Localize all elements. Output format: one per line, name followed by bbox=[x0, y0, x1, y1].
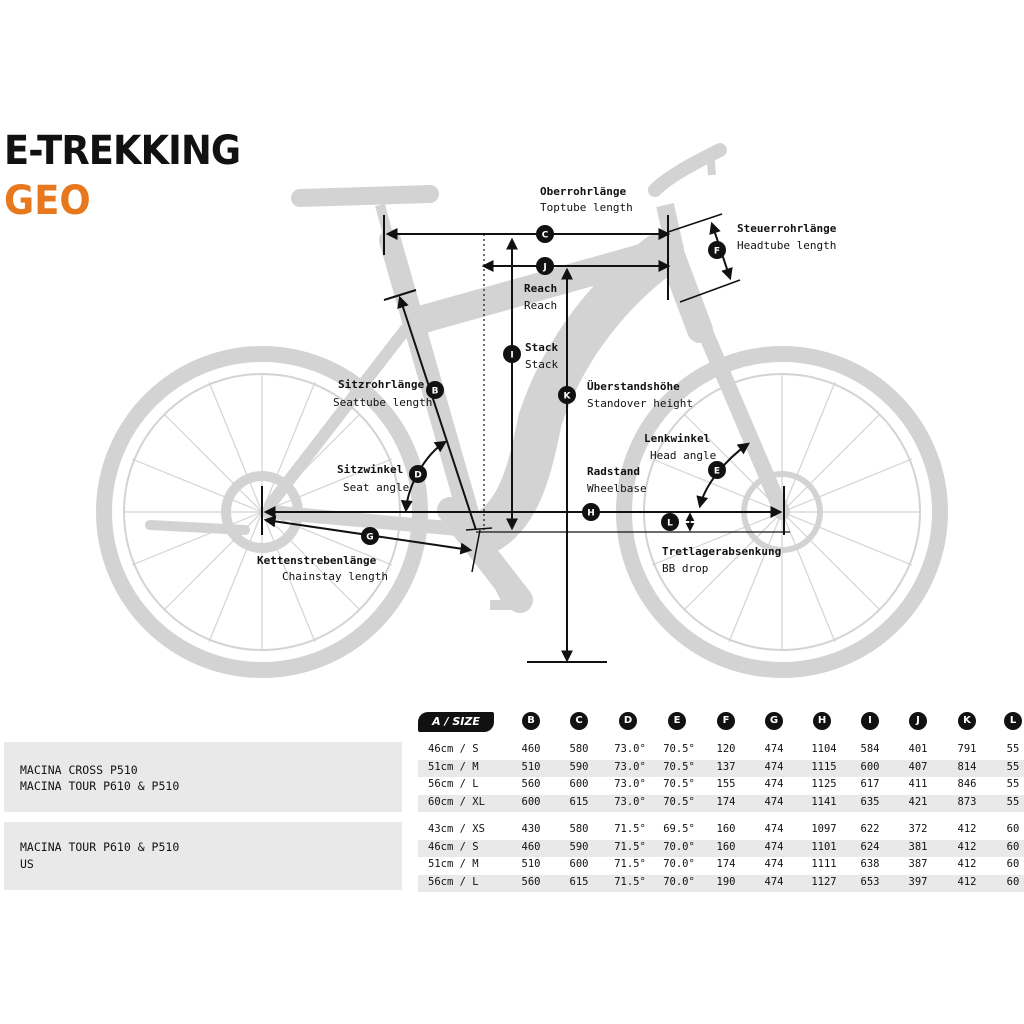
size-cell: 56cm / L bbox=[428, 875, 479, 888]
value-cell-e: 69.5° bbox=[663, 823, 695, 835]
value-cell-f: 160 bbox=[716, 840, 736, 853]
value-cell-c: 580 bbox=[569, 823, 589, 835]
value-cell-c: 615 bbox=[569, 875, 589, 888]
value-cell-c: 590 bbox=[569, 760, 589, 773]
model-name: US bbox=[20, 857, 34, 871]
value-cell-l: 60 bbox=[1006, 823, 1020, 835]
value-cell-i: 638 bbox=[860, 858, 880, 870]
geometry-table-header bbox=[418, 712, 1024, 734]
value-cell-f: 155 bbox=[716, 778, 736, 790]
value-cell-g: 474 bbox=[764, 875, 784, 888]
value-cell-e: 70.0° bbox=[663, 875, 695, 888]
table-row bbox=[418, 742, 1024, 759]
value-cell-h: 1111 bbox=[811, 858, 837, 870]
badge-j bbox=[536, 257, 554, 275]
value-cell-l: 60 bbox=[1006, 875, 1020, 888]
label-f-en: Headtube length bbox=[737, 239, 837, 252]
label-j-en: Reach bbox=[524, 299, 558, 312]
table-row bbox=[418, 795, 1024, 812]
value-cell-j: 387 bbox=[908, 858, 928, 870]
value-cell-d: 71.5° bbox=[614, 823, 646, 835]
value-cell-b: 460 bbox=[521, 743, 541, 755]
size-cell: 43cm / XS bbox=[428, 823, 485, 835]
value-cell-c: 590 bbox=[569, 840, 589, 853]
badge-f bbox=[708, 241, 726, 259]
size-cell: 51cm / M bbox=[428, 858, 479, 870]
label-b-de: Sitzrohrlänge bbox=[338, 378, 425, 391]
value-cell-e: 70.5° bbox=[663, 778, 695, 790]
value-cell-b: 560 bbox=[521, 778, 541, 790]
size-column-header: A / SIZE bbox=[418, 712, 494, 732]
table-row bbox=[418, 857, 1024, 874]
svg-text:E: E bbox=[713, 466, 721, 477]
model-name: MACINA CROSS P510 bbox=[20, 763, 138, 777]
col-header-f: F bbox=[717, 712, 735, 730]
col-header-i: I bbox=[861, 712, 879, 730]
value-cell-g: 474 bbox=[764, 760, 784, 773]
value-cell-b: 510 bbox=[521, 760, 541, 773]
label-f-de: Steuerrohrlänge bbox=[737, 222, 837, 235]
value-cell-k: 412 bbox=[957, 875, 977, 888]
value-cell-k: 412 bbox=[957, 823, 977, 835]
value-cell-j: 381 bbox=[908, 840, 928, 853]
value-cell-k: 814 bbox=[957, 760, 977, 773]
value-cell-h: 1097 bbox=[811, 823, 837, 835]
value-cell-b: 560 bbox=[521, 875, 541, 888]
value-cell-f: 174 bbox=[716, 858, 736, 870]
label-k-de: Überstandshöhe bbox=[587, 380, 680, 393]
value-cell-l: 55 bbox=[1006, 760, 1020, 773]
value-cell-k: 873 bbox=[957, 795, 977, 808]
label-g-de: Kettenstrebenlänge bbox=[257, 554, 377, 567]
size-cell: 56cm / L bbox=[428, 778, 479, 790]
value-cell-k: 791 bbox=[957, 743, 977, 755]
value-cell-j: 397 bbox=[908, 875, 928, 888]
svg-text:K: K bbox=[563, 391, 571, 402]
value-cell-c: 600 bbox=[569, 858, 589, 870]
col-header-b: B bbox=[522, 712, 540, 730]
value-cell-d: 73.0° bbox=[614, 778, 646, 790]
model-group-1 bbox=[4, 742, 402, 812]
model-group-2 bbox=[4, 822, 402, 890]
col-header-g: G bbox=[765, 712, 783, 730]
badge-l bbox=[661, 513, 679, 531]
label-l-en: BB drop bbox=[662, 562, 709, 575]
label-h-de: Radstand bbox=[587, 465, 640, 478]
col-header-l: L bbox=[1004, 712, 1022, 730]
value-cell-j: 411 bbox=[908, 778, 928, 790]
col-header-d: D bbox=[619, 712, 637, 730]
value-cell-l: 60 bbox=[1006, 858, 1020, 870]
value-cell-b: 600 bbox=[521, 795, 541, 808]
svg-text:H: H bbox=[587, 508, 595, 519]
col-header-j: J bbox=[909, 712, 927, 730]
value-cell-l: 60 bbox=[1006, 840, 1020, 853]
value-cell-j: 407 bbox=[908, 760, 928, 773]
value-cell-b: 460 bbox=[521, 840, 541, 853]
value-cell-c: 600 bbox=[569, 778, 589, 790]
value-cell-h: 1101 bbox=[811, 840, 837, 853]
value-cell-i: 584 bbox=[860, 743, 880, 755]
value-cell-f: 120 bbox=[716, 743, 736, 755]
value-cell-i: 624 bbox=[860, 840, 880, 853]
value-cell-e: 70.0° bbox=[663, 840, 695, 853]
value-cell-h: 1141 bbox=[811, 795, 837, 808]
value-cell-e: 70.0° bbox=[663, 858, 695, 870]
table-row bbox=[418, 777, 1024, 794]
svg-text:D: D bbox=[414, 470, 422, 481]
value-cell-j: 401 bbox=[908, 743, 928, 755]
value-cell-g: 474 bbox=[764, 858, 784, 870]
value-cell-d: 73.0° bbox=[614, 743, 646, 755]
value-cell-d: 73.0° bbox=[614, 760, 646, 773]
value-cell-h: 1127 bbox=[811, 875, 837, 888]
svg-text:B: B bbox=[431, 386, 439, 397]
value-cell-d: 71.5° bbox=[614, 858, 646, 870]
value-cell-j: 421 bbox=[908, 795, 928, 808]
value-cell-e: 70.5° bbox=[663, 760, 695, 773]
value-cell-j: 372 bbox=[908, 823, 928, 835]
value-cell-i: 600 bbox=[860, 760, 880, 773]
size-cell: 46cm / S bbox=[428, 743, 479, 755]
value-cell-i: 617 bbox=[860, 778, 880, 790]
value-cell-b: 510 bbox=[521, 858, 541, 870]
value-cell-i: 635 bbox=[860, 795, 880, 808]
badge-d bbox=[409, 465, 427, 483]
value-cell-b: 430 bbox=[521, 823, 541, 835]
badge-h bbox=[582, 503, 600, 521]
page-subtitle: GEO bbox=[4, 178, 91, 224]
col-header-h: H bbox=[813, 712, 831, 730]
label-c-en: Toptube length bbox=[540, 201, 633, 214]
model-name: MACINA TOUR P610 & P510 bbox=[20, 840, 180, 854]
value-cell-g: 474 bbox=[764, 795, 784, 808]
label-g-en: Chainstay length bbox=[282, 570, 388, 583]
value-cell-g: 474 bbox=[764, 840, 784, 853]
svg-text:G: G bbox=[366, 532, 374, 543]
svg-text:J: J bbox=[543, 262, 547, 273]
svg-text:L: L bbox=[667, 518, 673, 529]
label-d-en: Seat angle bbox=[343, 481, 410, 494]
label-e-en: Head angle bbox=[650, 449, 717, 462]
svg-text:C: C bbox=[541, 230, 549, 241]
label-i-de: Stack bbox=[525, 341, 559, 354]
table-row bbox=[418, 822, 1024, 839]
value-cell-g: 474 bbox=[764, 778, 784, 790]
col-header-k: K bbox=[958, 712, 976, 730]
value-cell-i: 622 bbox=[860, 823, 880, 835]
badge-g bbox=[361, 527, 379, 545]
badge-i bbox=[503, 345, 521, 363]
value-cell-f: 174 bbox=[716, 795, 736, 808]
svg-text:F: F bbox=[713, 246, 721, 257]
value-cell-l: 55 bbox=[1006, 743, 1020, 755]
value-cell-c: 615 bbox=[569, 795, 589, 808]
value-cell-h: 1125 bbox=[811, 778, 837, 790]
label-j-de: Reach bbox=[524, 282, 558, 295]
label-c-de: Oberrohrlänge bbox=[540, 185, 627, 198]
value-cell-d: 71.5° bbox=[614, 875, 646, 888]
value-cell-f: 160 bbox=[716, 823, 736, 835]
label-d-de: Sitzwinkel bbox=[337, 463, 404, 476]
value-cell-f: 190 bbox=[716, 875, 736, 888]
table-row bbox=[418, 760, 1024, 777]
table-row bbox=[418, 840, 1024, 857]
model-name: MACINA TOUR P610 & P510 bbox=[20, 779, 180, 793]
value-cell-d: 71.5° bbox=[614, 840, 646, 853]
value-cell-k: 412 bbox=[957, 840, 977, 853]
size-cell: 46cm / S bbox=[428, 840, 479, 853]
page-title: E-TREKKING bbox=[4, 128, 241, 174]
value-cell-h: 1115 bbox=[811, 760, 837, 773]
value-cell-f: 137 bbox=[716, 760, 736, 773]
value-cell-g: 474 bbox=[764, 743, 784, 755]
table-row bbox=[418, 875, 1024, 892]
value-cell-g: 474 bbox=[764, 823, 784, 835]
value-cell-l: 55 bbox=[1006, 795, 1020, 808]
label-k-en: Standover height bbox=[587, 397, 693, 410]
value-cell-c: 580 bbox=[569, 743, 589, 755]
label-l-de: Tretlagerabsenkung bbox=[662, 545, 782, 558]
value-cell-d: 73.0° bbox=[614, 795, 646, 808]
value-cell-e: 70.5° bbox=[663, 795, 695, 808]
badge-e bbox=[708, 461, 726, 479]
value-cell-h: 1104 bbox=[811, 743, 837, 755]
size-cell: 60cm / XL bbox=[428, 795, 485, 808]
badge-c bbox=[536, 225, 554, 243]
value-cell-k: 846 bbox=[957, 778, 977, 790]
label-i-en: Stack bbox=[525, 358, 559, 371]
size-cell: 51cm / M bbox=[428, 760, 479, 773]
value-cell-i: 653 bbox=[860, 875, 880, 888]
value-cell-e: 70.5° bbox=[663, 743, 695, 755]
col-header-e: E bbox=[668, 712, 686, 730]
value-cell-k: 412 bbox=[957, 858, 977, 870]
label-e-de: Lenkwinkel bbox=[644, 432, 711, 445]
label-b-en: Seattube length bbox=[333, 396, 433, 409]
col-header-c: C bbox=[570, 712, 588, 730]
value-cell-l: 55 bbox=[1006, 778, 1020, 790]
badge-k bbox=[558, 386, 576, 404]
label-h-en: Wheelbase bbox=[587, 482, 647, 495]
svg-text:I: I bbox=[510, 350, 514, 361]
